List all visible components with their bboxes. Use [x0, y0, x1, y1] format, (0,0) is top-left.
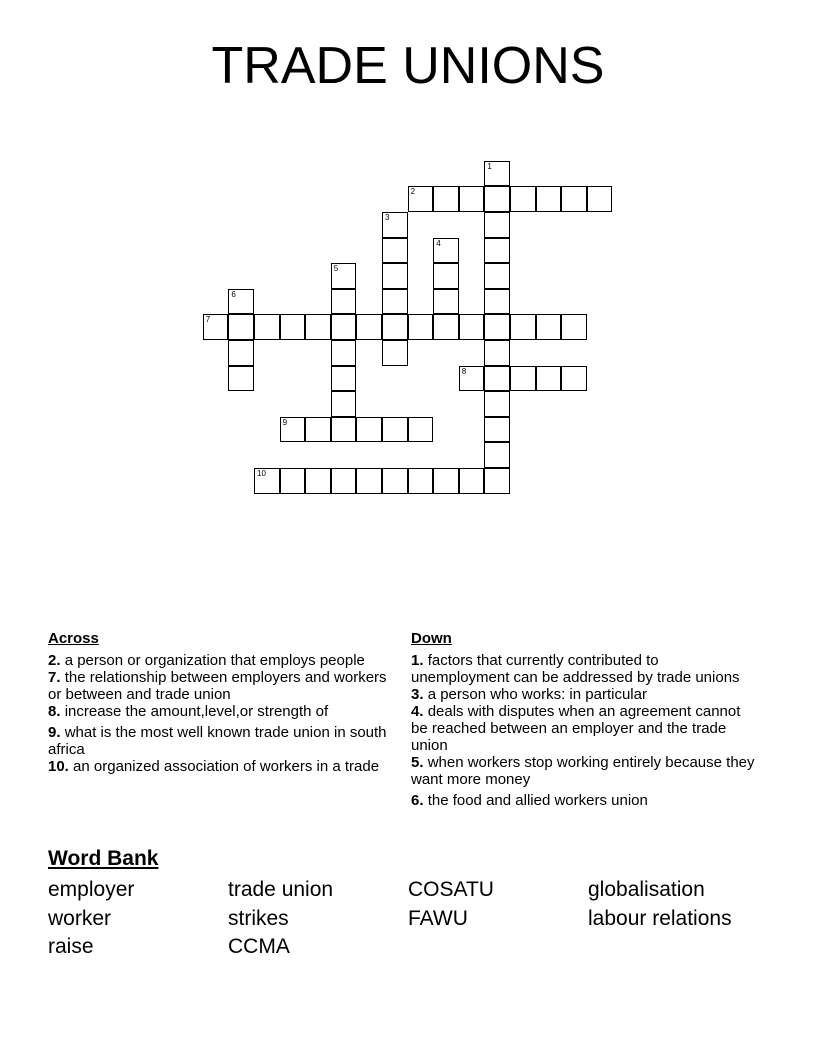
- grid-cell: [382, 289, 408, 315]
- grid-cell: [459, 314, 485, 340]
- cell-number: 1: [487, 161, 492, 171]
- clue-across-7: [48, 669, 393, 703]
- clue-text: the food and allied workers union: [427, 792, 648, 809]
- grid-cell: [510, 314, 536, 340]
- grid-cell: [484, 468, 510, 494]
- grid-cell: [382, 314, 408, 340]
- grid-cell: [408, 417, 434, 443]
- grid-cell: [228, 366, 254, 392]
- clue-number: 4.: [411, 703, 424, 720]
- word-bank-item: trade union: [228, 878, 334, 901]
- word-bank-title: Word Bank: [48, 847, 159, 870]
- clue-number: 3.: [411, 686, 424, 703]
- grid-cell: [433, 238, 459, 264]
- grid-cell: [408, 314, 434, 340]
- clue-text: factors that currently contributed to unemployment can be addressed by trade unions: [411, 652, 740, 686]
- grid-cell: [510, 186, 536, 212]
- grid-cell: [331, 366, 357, 392]
- grid-cell: [536, 186, 562, 212]
- grid-cell: [331, 314, 357, 340]
- clue-across-10: [48, 758, 393, 775]
- clue-number: 1.: [411, 652, 424, 669]
- grid-cell: [536, 314, 562, 340]
- across-heading: Across: [48, 630, 99, 647]
- grid-cell: [254, 468, 280, 494]
- word-bank-item: FAWU: [408, 906, 468, 930]
- clue-down-3: [411, 686, 761, 703]
- grid-cell: [331, 340, 357, 366]
- grid-cell: [331, 468, 357, 494]
- grid-cell: [433, 186, 459, 212]
- grid-cell: [484, 238, 510, 264]
- grid-cell: [510, 366, 536, 392]
- grid-cell: [331, 289, 357, 315]
- clue-number: 5.: [411, 754, 424, 771]
- grid-cell: [382, 212, 408, 238]
- cell-number: 4: [436, 238, 441, 248]
- cell-number: 2: [410, 187, 416, 197]
- grid-cell: [331, 391, 357, 417]
- page-title: TRADE UNIONS: [211, 37, 605, 95]
- clue-down-4: [411, 703, 761, 754]
- clue-number: 2.: [48, 652, 61, 669]
- clue-number: 7.: [48, 669, 61, 686]
- clue-number: 9.: [48, 724, 61, 741]
- grid-cell: [382, 263, 408, 289]
- word-bank-item: strikes: [228, 906, 289, 930]
- grid-cell: [356, 417, 382, 443]
- clue-down-1: [411, 652, 761, 686]
- grid-cell: [433, 289, 459, 315]
- word-bank-item: worker: [48, 906, 112, 930]
- grid-cell: [484, 314, 510, 340]
- word-bank-item: globalisation: [588, 878, 705, 901]
- grid-cell: [561, 366, 587, 392]
- grid-cell: [228, 340, 254, 366]
- clue-number: 8.: [48, 703, 61, 720]
- grid-cell: [280, 468, 306, 494]
- grid-cell: [484, 263, 510, 289]
- grid-cell: [356, 468, 382, 494]
- grid-cell: [484, 366, 510, 392]
- clue-down-6: [411, 792, 761, 809]
- clue-across-8: [48, 703, 393, 720]
- word-bank-list: [48, 876, 788, 962]
- clue-text: increase the amount,level,or strength of: [64, 703, 329, 720]
- grid-cell: [484, 212, 510, 238]
- grid-cell: [280, 417, 306, 443]
- cell-number: 9: [282, 417, 288, 427]
- down-heading: Down: [411, 630, 452, 647]
- grid-cell: [382, 468, 408, 494]
- grid-cell: [382, 340, 408, 366]
- word-bank: [48, 846, 788, 962]
- grid-cell: [228, 314, 254, 340]
- grid-cell: [433, 263, 459, 289]
- grid-cell: [484, 391, 510, 417]
- clue-down-5: [411, 754, 761, 788]
- grid-cell: [459, 468, 485, 494]
- grid-cell: [280, 314, 306, 340]
- word-bank-item: CCMA: [228, 935, 290, 958]
- grid-cell: [382, 417, 408, 443]
- grid-cell: [459, 366, 485, 392]
- clue-text: what is the most well known trade union in south africa: [48, 724, 387, 758]
- grid-cell: [561, 314, 587, 340]
- grid-cell: [484, 417, 510, 443]
- grid-cell: [536, 366, 562, 392]
- grid-cell: [484, 340, 510, 366]
- word-bank-item: labour relations: [588, 906, 732, 930]
- grid-cell: [587, 186, 613, 212]
- cell-number: 8: [461, 366, 467, 376]
- grid-cell: [408, 468, 434, 494]
- word-bank-item: raise: [48, 935, 94, 958]
- clue-across-9: [48, 724, 393, 758]
- clue-text: deals with disputes when an agreement cannot be reached between an employer and the trade union: [411, 703, 741, 754]
- cell-number: 7: [205, 315, 211, 325]
- grid-cell: [305, 417, 331, 443]
- crossword-grid: [0, 0, 816, 520]
- clue-text: a person or organization that employs people: [64, 652, 365, 669]
- grid-cell: [433, 314, 459, 340]
- clue-text: a person who works: in particular: [427, 686, 647, 703]
- clue-text: an organized association of workers in a trade: [73, 758, 380, 775]
- word-bank-item: COSATU: [408, 878, 494, 901]
- grid-cell: [484, 442, 510, 468]
- across-clues: [48, 630, 393, 775]
- clue-text: the relationship between employers and workers or between and trade union: [48, 669, 387, 703]
- down-clues: [411, 630, 761, 809]
- grid-cell: [331, 417, 357, 443]
- grid-cell: [484, 161, 510, 187]
- grid-cell: [484, 186, 510, 212]
- grid-cell: [254, 314, 280, 340]
- cell-number: 6: [231, 289, 236, 299]
- clue-number: 6.: [411, 792, 424, 809]
- grid-cell: [305, 314, 331, 340]
- word-bank-item: employer: [48, 878, 135, 901]
- grid-cell: [203, 314, 229, 340]
- grid-cell: [408, 186, 434, 212]
- grid-cell: [356, 314, 382, 340]
- cell-number: 5: [333, 264, 339, 274]
- cell-number: 3: [385, 213, 390, 222]
- grid-cell: [459, 186, 485, 212]
- clue-across-2: [48, 652, 393, 669]
- grid-cell: [382, 238, 408, 264]
- grid-cell: [228, 289, 254, 315]
- cell-number: 10: [257, 469, 266, 478]
- clue-number: 10.: [48, 758, 69, 775]
- grid-cell: [561, 186, 587, 212]
- clue-text: when workers stop working entirely because they want more money: [411, 754, 755, 788]
- grid-cell: [433, 468, 459, 494]
- grid-cell: [331, 263, 357, 289]
- grid-cell: [305, 468, 331, 494]
- grid-cell: [484, 289, 510, 315]
